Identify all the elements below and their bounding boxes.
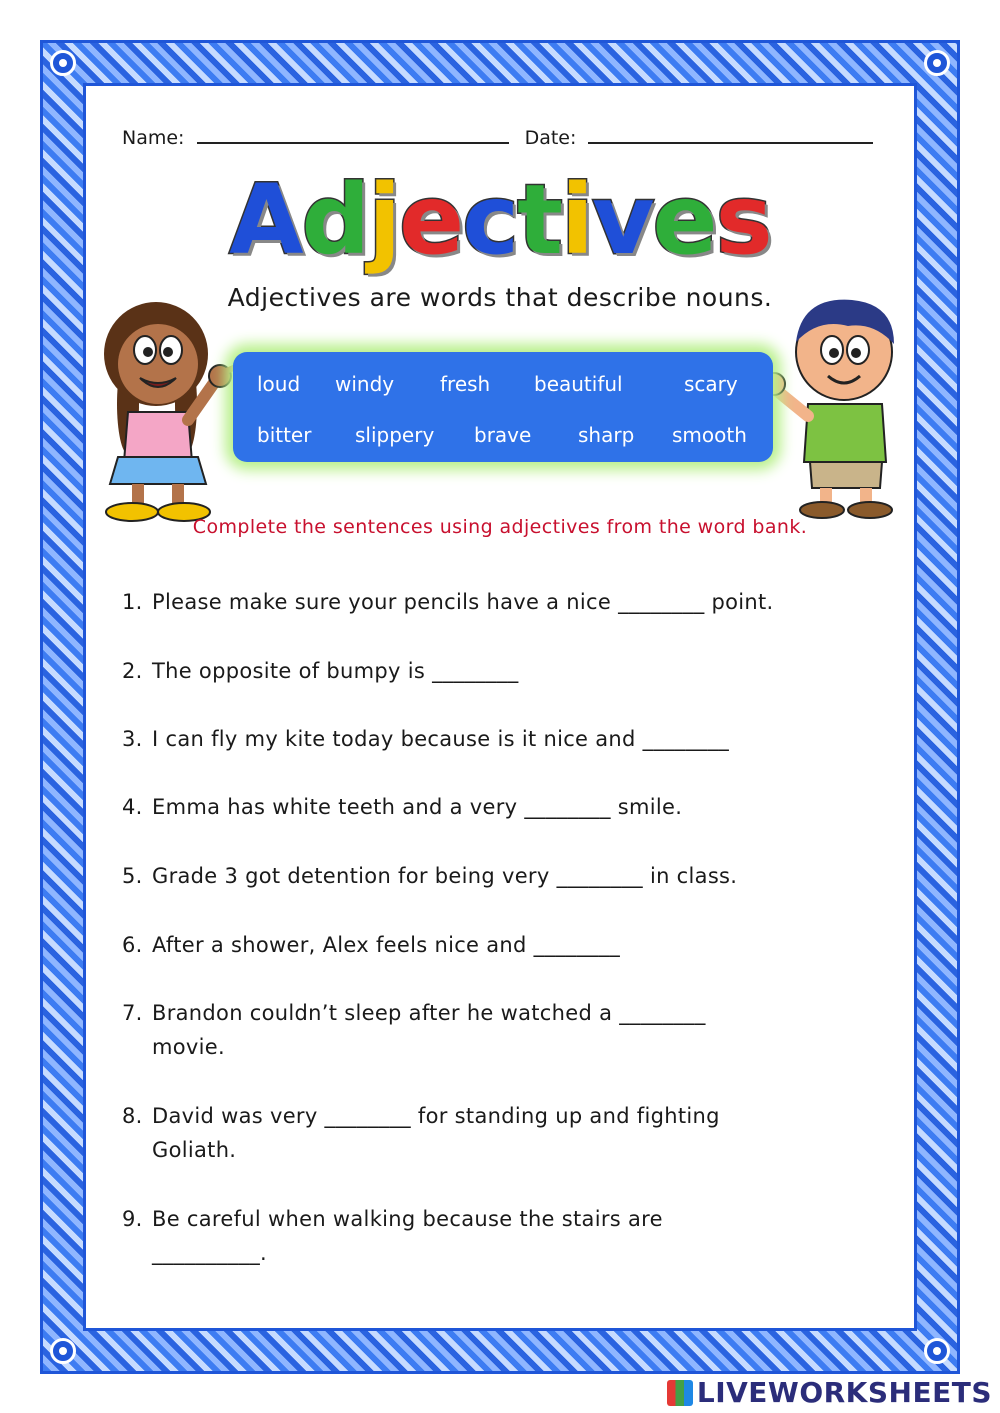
question-number: 4. <box>122 795 143 819</box>
question-number: 9. <box>122 1207 143 1231</box>
question-text: The opposite of bumpy is ________ <box>152 659 519 683</box>
word-bank-word: beautiful <box>534 372 623 396</box>
corner-ornament-icon <box>50 1338 76 1364</box>
word-bank-word: smooth <box>672 423 747 447</box>
date-field[interactable] <box>588 124 873 144</box>
question-number: 7. <box>122 1001 143 1025</box>
word-bank-word: scary <box>684 372 738 396</box>
corner-ornament-icon <box>924 1338 950 1364</box>
instruction-text: Complete the sentences using adjectives from the word bank. <box>192 516 808 538</box>
question-number: 1. <box>122 590 143 614</box>
word-bank-word: sharp <box>578 423 635 447</box>
question-6 <box>122 928 620 962</box>
question-3 <box>122 722 729 756</box>
girl-character-icon <box>88 292 248 524</box>
word-bank <box>233 352 773 462</box>
name-label: Name: <box>122 127 185 149</box>
question-number: 3. <box>122 727 143 751</box>
question-7 <box>122 996 706 1064</box>
question-text: Be careful when walking because the stairs are <box>152 1207 663 1231</box>
question-text-continued: __________. <box>152 1241 267 1265</box>
liveworksheets-logo-icon <box>667 1380 693 1406</box>
question-number: 6. <box>122 933 143 957</box>
word-bank-word: windy <box>335 372 395 396</box>
brand-name: LIVEWORKSHEETS <box>696 1376 992 1409</box>
question-text: After a shower, Alex feels nice and ________ <box>152 933 621 957</box>
footer-brand <box>667 1376 992 1409</box>
question-2 <box>122 654 519 688</box>
question-text-continued: Goliath. <box>152 1138 237 1162</box>
worksheet-title <box>0 164 1000 276</box>
question-text-continued: movie. <box>152 1035 225 1059</box>
corner-ornament-icon <box>50 50 76 76</box>
word-bank-word: brave <box>474 423 532 447</box>
question-number: 5. <box>122 864 143 888</box>
definition-text: Adjectives are words that describe nouns. <box>227 283 773 312</box>
word-bank-word: bitter <box>257 423 312 447</box>
boy-character-icon <box>762 292 912 524</box>
date-label: Date: <box>524 127 577 149</box>
title-letter: j <box>368 164 400 276</box>
question-number: 2. <box>122 659 143 683</box>
corner-ornament-icon <box>924 50 950 76</box>
title-letter: s <box>715 164 771 276</box>
question-text: Emma has white teeth and a very ________ smile. <box>152 795 683 819</box>
word-bank-word: slippery <box>355 423 435 447</box>
question-text: Please make sure your pencils have a nice ________ point. <box>152 590 774 614</box>
title-letter: e <box>399 164 463 276</box>
question-text: I can fly my kite today because is it nice and ________ <box>152 727 730 751</box>
question-text: Grade 3 got detention for being very ________ in class. <box>152 864 738 888</box>
question-text: David was very ________ for standing up and fighting <box>152 1104 720 1128</box>
question-5 <box>122 859 737 893</box>
question-text: Brandon couldn’t sleep after he watched a ________ <box>152 1001 706 1025</box>
title-letter: A <box>229 164 302 276</box>
question-4 <box>122 790 682 824</box>
name-date-row <box>122 124 873 149</box>
title-letter: v <box>591 164 653 276</box>
title-letter: t <box>517 164 562 276</box>
question-number: 8. <box>122 1104 143 1128</box>
word-bank-word: loud <box>257 372 301 396</box>
question-1 <box>122 585 774 619</box>
question-9 <box>122 1202 663 1270</box>
title-letter: c <box>462 164 518 276</box>
title-letter: e <box>652 164 716 276</box>
title-letter: i <box>561 164 592 276</box>
word-bank-word: fresh <box>440 372 491 396</box>
question-8 <box>122 1099 720 1167</box>
name-field[interactable] <box>197 124 509 144</box>
title-letter: d <box>301 164 369 276</box>
